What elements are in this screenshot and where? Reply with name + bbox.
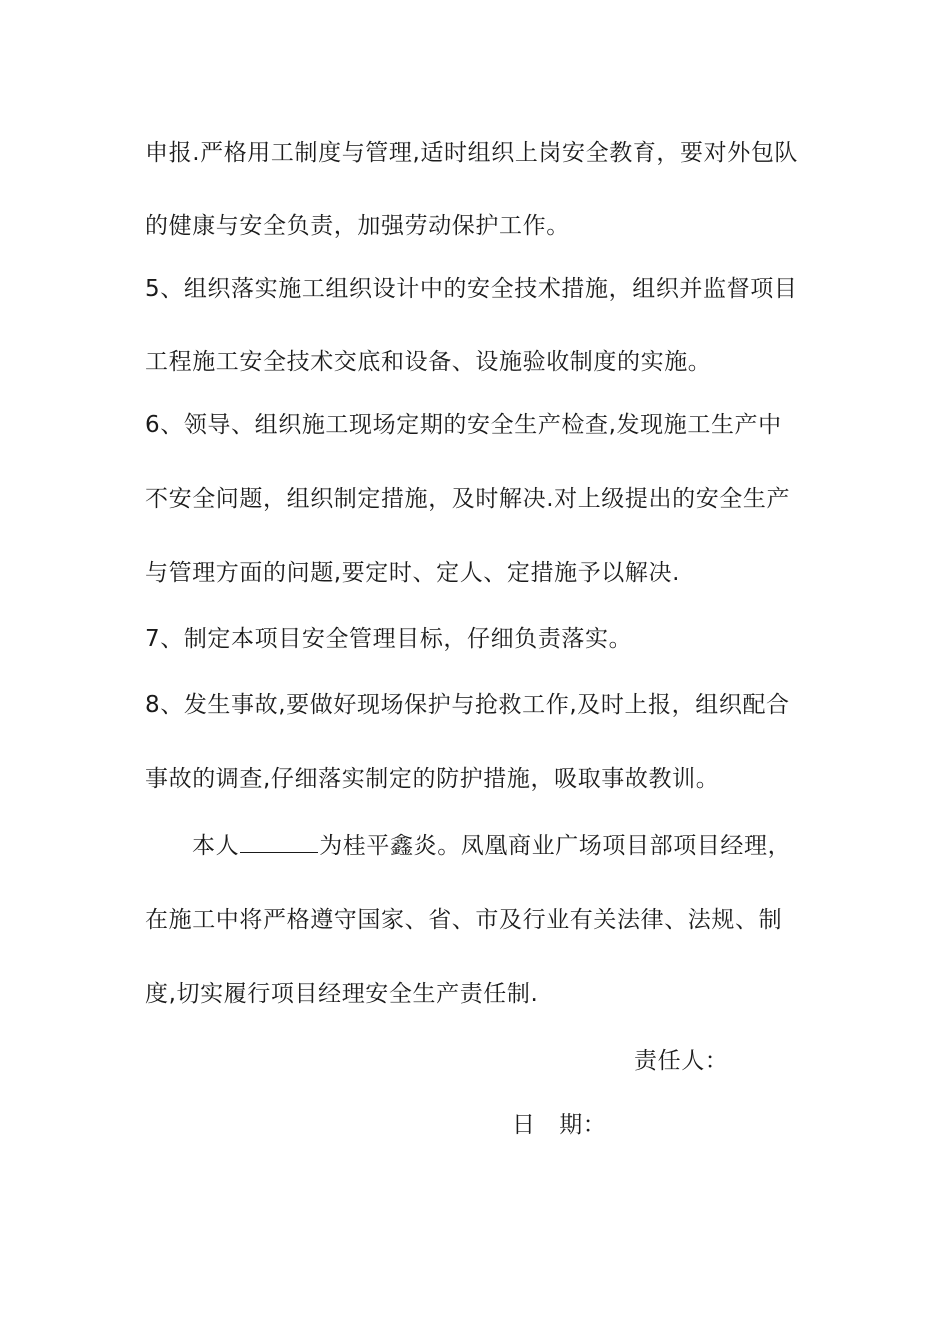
text-line-3: 5、组织落实施工组织设计中的安全技术措施，组织并监督项目 <box>145 276 798 302</box>
text-line-6: 不安全问题，组织制定措施，及时解决.对上级提出的安全生产 <box>145 486 791 512</box>
name-blank <box>240 830 318 853</box>
text-line-7: 与管理方面的问题,要定时、定人、定措施予以解决. <box>145 560 681 586</box>
text-line-10: 事故的调查,仔细落实制定的防护措施，吸取事故教训。 <box>145 766 720 792</box>
date-label: 日 期： <box>512 1112 607 1138</box>
statement-suffix: 为桂平鑫炎。凤凰商业广场项目部项目经理， <box>319 833 792 859</box>
text-line-2: 的健康与安全负责，加强劳动保护工作。 <box>145 213 570 239</box>
statement-line-1 <box>192 830 862 861</box>
text-line-4: 工程施工安全技术交底和设备、设施验收制度的实施。 <box>145 349 712 375</box>
responsible-label: 责任人： <box>634 1048 729 1074</box>
text-line-1: 申报.严格用工制度与管理,适时组织上岗安全教育，要对外包队 <box>145 140 799 166</box>
text-line-8: 7、制定本项目安全管理目标，仔细负责落实。 <box>145 626 633 652</box>
statement-prefix: 本人 <box>192 833 240 859</box>
statement-line-3: 度,切实履行项目经理安全生产责任制. <box>145 981 539 1007</box>
statement-line-2: 在施工中将严格遵守国家、省、市及行业有关法律、法规、制 <box>145 907 783 933</box>
text-line-9: 8、发生事故,要做好现场保护与抢救工作,及时上报，组织配合 <box>145 692 790 718</box>
text-line-5: 6、领导、组织施工现场定期的安全生产检查,发现施工生产中 <box>145 412 782 438</box>
